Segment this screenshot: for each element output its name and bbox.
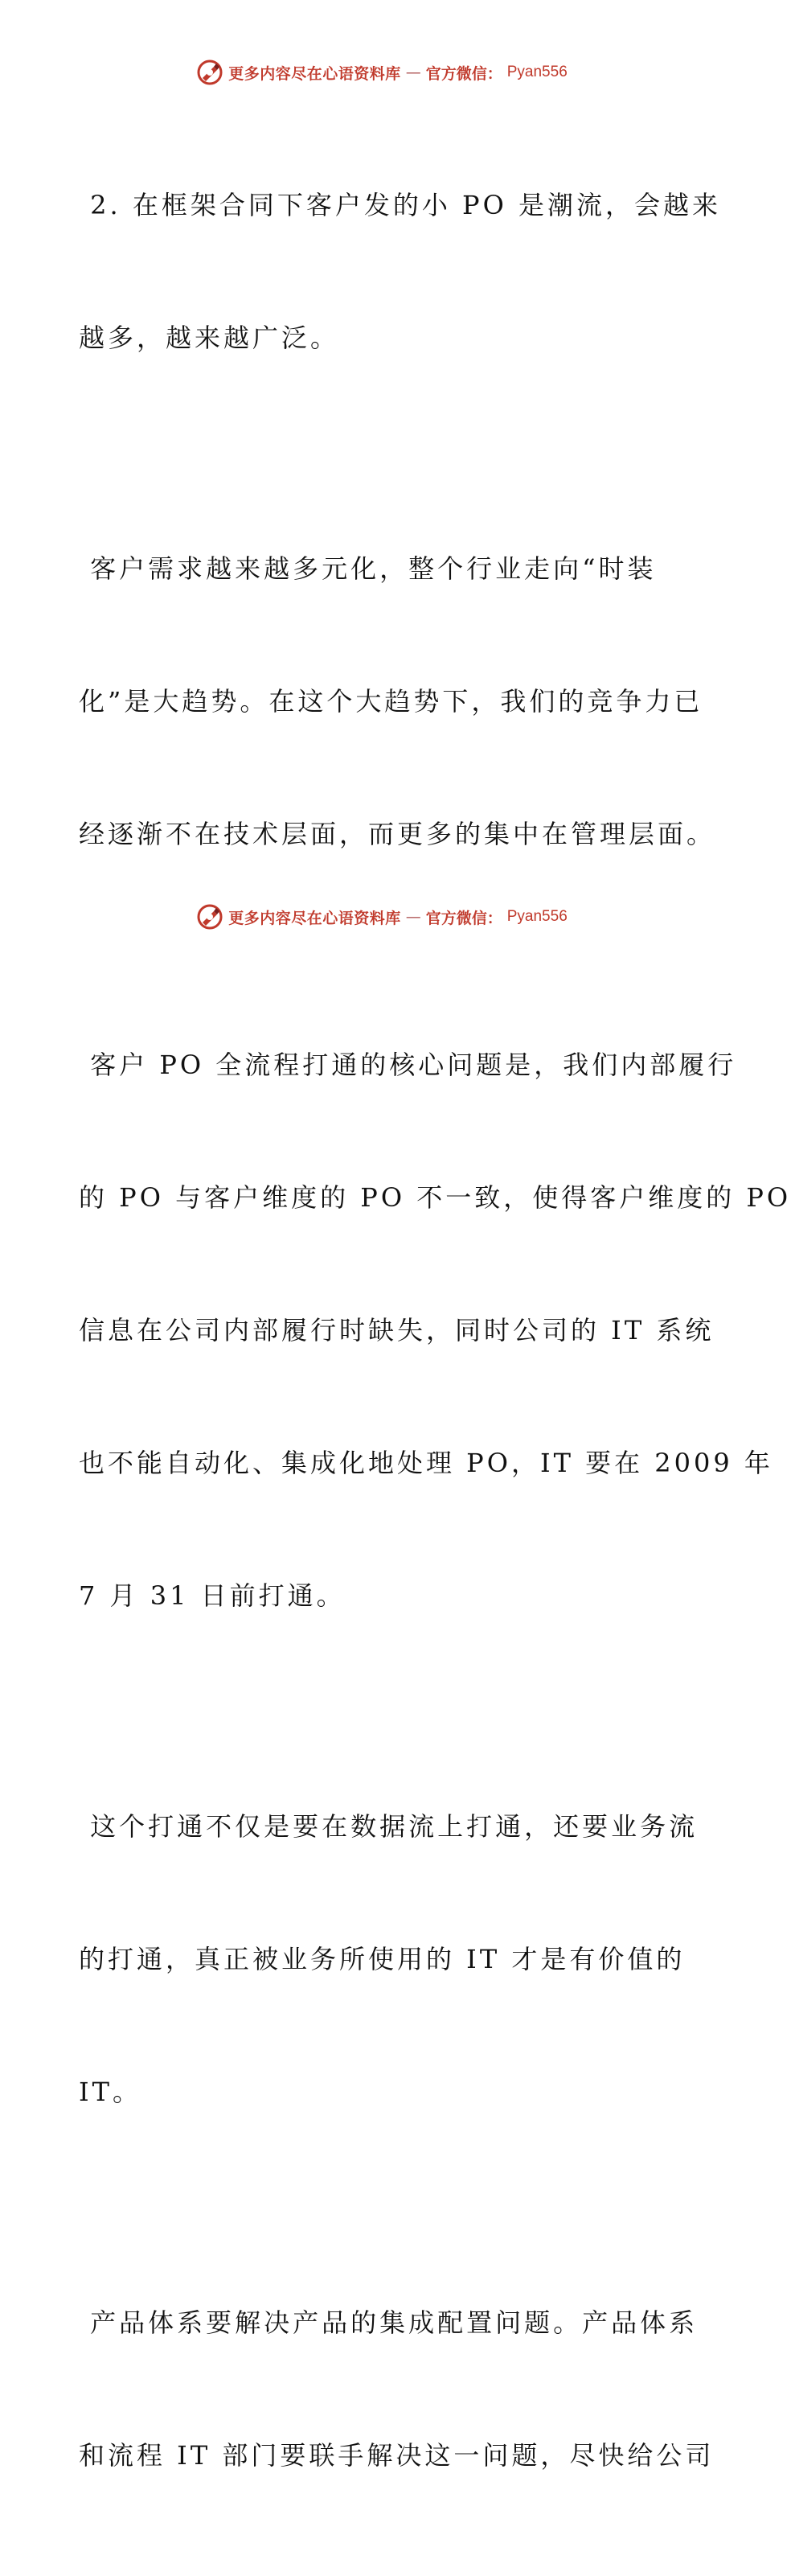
document-body (79, 95, 791, 2576)
text-line: 越多，越来越广泛。 (79, 323, 340, 353)
text-line: 和流程 IT 部门要联手解决这一问题，尽快给公司 (79, 2440, 715, 2471)
watermark-official-label: 官方微信： (425, 909, 502, 927)
watermark-separator: — (405, 908, 421, 926)
header-watermark (0, 56, 764, 88)
watermark-official-label: 官方微信： (425, 64, 502, 83)
watermark-site-text: 更多内容尽在心语资料库 (228, 909, 401, 927)
text-line: 客户需求越来越多元化，整个行业走向“时装 (79, 553, 657, 584)
text-line: 化”是大趋势。在这个大趋势下，我们的竞争力已 (79, 686, 703, 717)
paragraph-1 (79, 95, 721, 449)
paragraph-5 (79, 2212, 715, 2566)
watermark-wechat-id: Pyan556 (506, 64, 568, 80)
pen-logo-icon (196, 903, 223, 931)
watermark-site-text: 更多内容尽在心语资料库 (228, 64, 401, 83)
watermark-wechat-id: Pyan556 (506, 908, 568, 925)
text-line: 经逐渐不在技术层面，而更多的集中在管理层面。 (79, 819, 716, 849)
paragraph-2 (79, 458, 716, 945)
text-line: 这个打通不仅是要在数据流上打通，还要业务流 (79, 1811, 699, 1842)
text-line: 产品体系要解决产品的集成配置问题。产品体系 (79, 2307, 699, 2338)
text-line: 信息在公司内部履行时缺失，同时公司的 IT 系统 (79, 1315, 715, 1346)
text-line: 7 月 31 日前打通。 (79, 1580, 346, 1611)
footer-watermark (0, 901, 764, 933)
text-line: 也不能自动化、集成化地处理 PO，IT 要在 2009 年 (79, 1448, 773, 1478)
paragraph-4 (79, 1716, 699, 2203)
watermark-separator: — (405, 64, 421, 81)
text-line: 的 PO 与客户维度的 PO 不一致，使得客户维度的 PO (79, 1182, 791, 1213)
text-line: IT。 (79, 2077, 141, 2107)
text-line: 2. 在框架合同下客户发的小 PO 是潮流，会越来 (79, 190, 721, 220)
text-line: 客户 PO 全流程打通的核心问题是，我们内部履行 (79, 1050, 737, 1080)
pen-logo-icon (196, 59, 223, 86)
paragraph-3 (79, 955, 791, 1707)
text-line: 的打通，真正被业务所使用的 IT 才是有价值的 (79, 1944, 686, 1974)
